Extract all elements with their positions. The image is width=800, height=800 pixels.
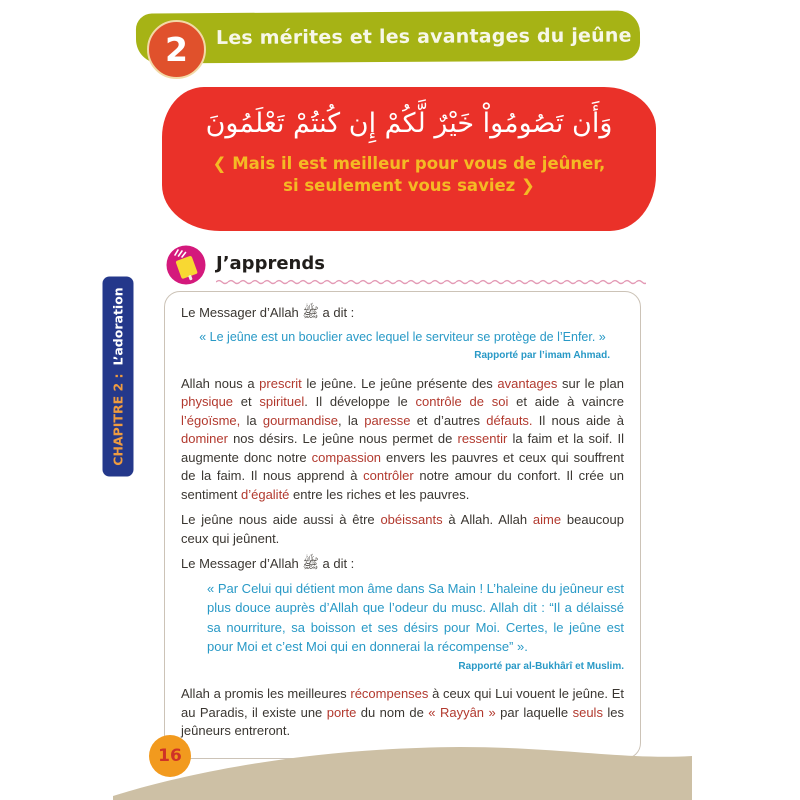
notebook-icon (166, 245, 206, 285)
wavy-underline (216, 278, 646, 286)
lesson-text-box (164, 291, 641, 759)
page-number-badge: 16 (149, 735, 191, 777)
verse-translation-line1: ❮ Mais il est meilleur pour vous de jeûner, (212, 154, 606, 173)
lesson-paragraph-2: Le jeûne nous aide aussi à être obéissants à Allah. Allah aime beaucoup ceux qui jeûnent. (181, 512, 624, 546)
hadith-quote-2: « Par Celui qui détient mon âme dans Sa Main ! L’haleine du jeûneur est plus douce auprès d’Allah que l’odeur du musc. Allah dit : “Il a délaissé sa nourriture, sa boisson et ses désirs pour Moi. Certes, le jeûne est pour Moi et c’est Moi qui en donnerai la récompense” ». (207, 580, 624, 654)
page-title: Les mérites et les avantages du jeûne (215, 24, 632, 50)
chapter-side-tab (103, 277, 134, 477)
quran-verse-box (162, 87, 656, 231)
hadith-quote-1: « Le jeûne est un bouclier avec lequel le serviteur se protège de l’Enfer. » (199, 329, 606, 344)
chapter-label: CHAPITRE 2 : (110, 373, 126, 466)
lesson-paragraph-1: Allah nous a prescrit le jeûne. Le jeûne présente des avantages sur le plan physique et spirituel. Il développe le contrôle de soi et aide à vaincre l’égoïsme, la gourmandise, la paresse et d’autres défauts. Il nous aide à dominer nos désirs. Le jeûne nous permet de ressentir la faim et la soif. Il augmente donc notre compassion envers les pauvres et ceux qui souffrent de la faim. Il nous apprend à contrôler notre amour du confort. Il crée un sentiment d’égalité entre les riches et les pauvres. (181, 375, 624, 502)
verse-arabic-text: وَأَن تَصُومُواْ خَيْرٌ لَّكُمْ إِن كُنتُمْ تَعْلَمُونَ (205, 108, 613, 139)
section-heading: J’apprends (216, 253, 325, 274)
chapter-title-banner (136, 10, 640, 63)
hadith-source-2: Rapporté par al-Bukhârî et Muslim. (458, 660, 624, 672)
verse-translation (162, 153, 656, 197)
chapter-section-label: L’adoration (110, 287, 126, 366)
hadith-source-1: Rapporté par l’imam Ahmad. (474, 350, 610, 361)
footer-wave-shape (0, 738, 800, 800)
section-number-badge: 2 (147, 20, 206, 79)
hadith-intro-1: Le Messager d’Allah ﷺ a dit : (181, 305, 355, 321)
lesson-paragraph-3: Allah a promis les meilleures récompenses à ceux qui Lui vouent le jeûne. Et au Paradis, il existe une porte du nom de « Rayyân » par laquelle seuls les jeûneurs entreront. (181, 686, 624, 738)
hadith-intro-2: Le Messager d’Allah ﷺ a dit : (181, 556, 355, 572)
verse-translation-line2: si seulement vous saviez ❯ (283, 176, 535, 195)
